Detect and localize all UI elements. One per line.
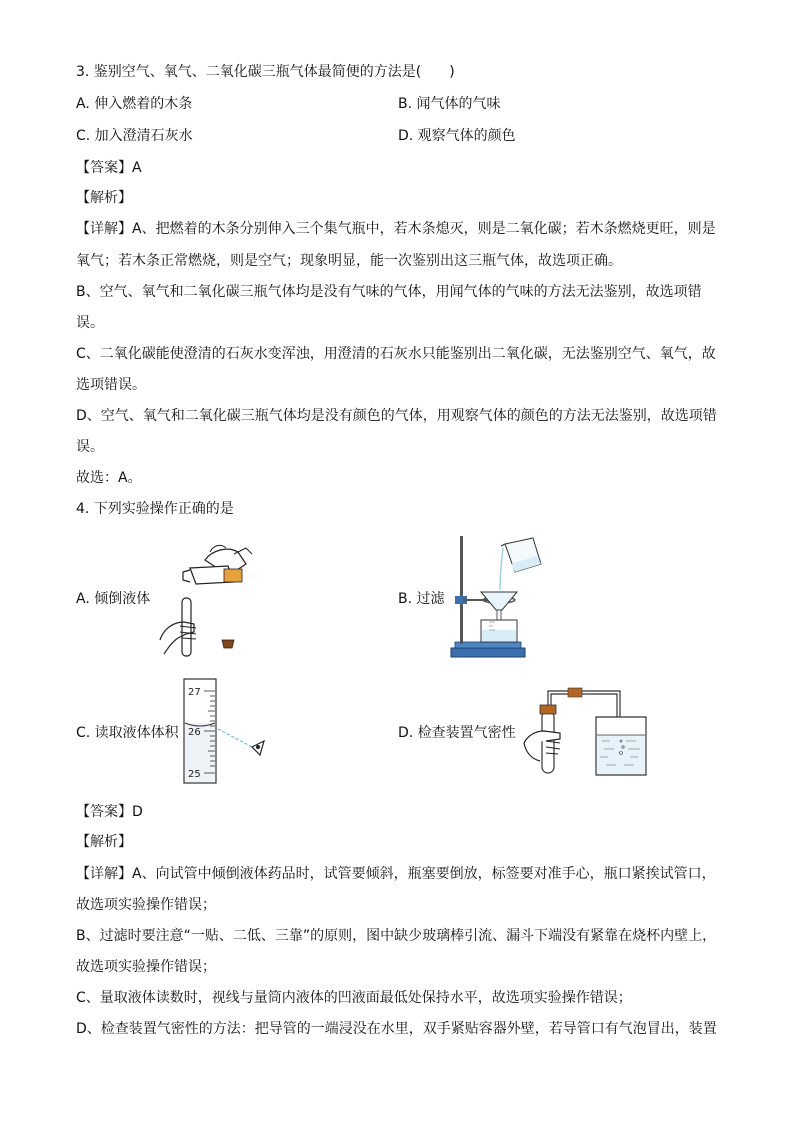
q3-option-b: B. 闻气体的气味 [398,96,501,112]
q3-detail-line: 误。 [76,315,104,331]
q4-option-a: A. 倾倒液体 [76,591,151,607]
q4-detail-line: B、过滤时要注意“一贴、二低、三靠”的原则，图中缺少玻璃棒引流、漏斗下端没有紧靠在烧杯内壁上， [76,928,717,944]
q4-stem: 4. 下列实验操作正确的是 [76,501,234,517]
q4-analysis-label: 【解析】 [76,834,132,850]
q4-detail-line: 【详解】A、向试管中倾倒液体药品时，试管要倾斜，瓶塞要倒放，标签要对准手心，瓶口紧挨试管口， [76,866,716,882]
q3-detail-line: 故选：A。 [76,470,142,486]
cylinder-tick-label: 27 [188,687,201,698]
q3-detail-line: D、空气、氧气和二氧化碳三瓶气体均是没有颜色的气体，用观察气体的颜色的方法无法鉴别，故选项错 [76,408,717,424]
q4-detail-line: 故选项实验操作错误； [76,897,216,913]
q3-detail-line: C、二氧化碳能使澄清的石灰水变浑浊，用澄清的石灰水只能鉴别出二氧化碳，无法鉴别空气、氧气，故 [76,346,716,362]
q3-stem: 3. 鉴别空气、氧气、二氧化碳三瓶气体最简便的方法是( ) [76,64,455,80]
cylinder-tick-label: 25 [188,769,201,780]
q3-option-d: D. 观察气体的颜色 [398,128,516,144]
q4-option-b: B. 过滤 [398,591,445,607]
q3-detail-line: 氧气；若木条正常燃烧，则是空气；现象明显，能一次鉴别出这三瓶气体，故选项正确。 [76,253,622,269]
q4-detail-line: D、检查装置气密性的方法：把导管的一端浸没在水里，双手紧贴容器外壁，若导管口有气泡冒出，装置 [76,1021,717,1037]
q3-option-c: C. 加入澄清石灰水 [76,128,193,144]
pouring-liquid-figure [150,542,260,667]
q4-detail-line: C、量取液体读数时，视线与量筒内液体的凹液面最低处保持水平，故选项实验操作错误； [76,990,632,1006]
q4-answer: 【答案】D [76,804,143,820]
q3-answer: 【答案】A [76,160,142,176]
q4-option-c: C. 读取液体体积 [76,725,179,741]
graduated-cylinder-figure [180,677,280,787]
q3-option-a: A. 伸入燃着的木条 [76,96,193,112]
q3-detail-line: B、空气、氧气和二氧化碳三瓶气体均是没有气味的气体，用闻气体的气味的方法无法鉴别，故选项错 [76,284,702,300]
q3-detail-line: 选项错误。 [76,377,146,393]
q4-option-d: D. 检查装置气密性 [398,725,516,741]
q4-detail-line: 故选项实验操作错误； [76,959,216,975]
airtightness-check-figure [520,683,650,778]
q3-analysis-label: 【解析】 [76,190,132,206]
q3-detail-line: 误。 [76,439,104,455]
filtration-figure [445,534,555,662]
cylinder-tick-label: 26 [188,727,201,738]
q3-detail-line: 【详解】A、把燃着的木条分别伸入三个集气瓶中，若木条熄灭，则是二氧化碳；若木条燃烧更旺，则是 [76,221,716,237]
